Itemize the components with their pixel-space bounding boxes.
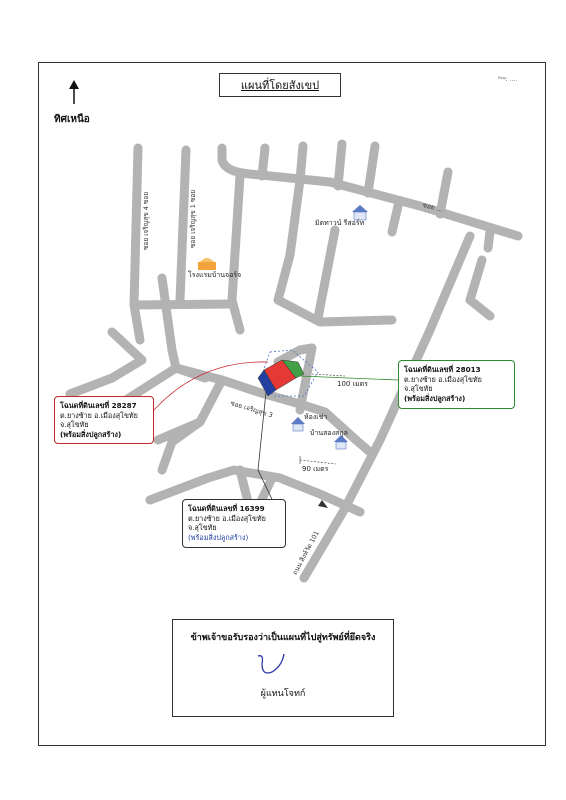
- signature-label: ผู้แทนโจทก์: [260, 689, 306, 699]
- callout-parcel-16399: [182, 499, 286, 548]
- certification-text: ข้าพเจ้าขอรับรองว่าเป็นแผนที่ไปสู่ทรัพย์ที่ยึดจริง: [190, 633, 376, 643]
- hotel-icon: [198, 258, 216, 270]
- road-label-main: ถนน สิงห์วัด 101: [290, 529, 321, 577]
- callout-red-line4: (พร้อมสิ่งปลูกสร้าง): [60, 429, 122, 439]
- scan-mark: ᴿᵉᵍ: ....: [498, 76, 518, 83]
- callout-blue-line4: (พร้อมสิ่งปลูกสร้าง): [188, 532, 249, 542]
- certification-box: [172, 619, 394, 717]
- callout-green-line4: (พร้อมสิ่งปลูกสร้าง): [404, 393, 466, 403]
- callout-green-line3: จ.สุโขทัย: [404, 384, 433, 393]
- north-arrow-icon: [69, 80, 79, 104]
- callout-red-line2: ต.ยางซ้าย อ.เมืองสุโขทัย: [60, 410, 138, 420]
- road-label-vert-b: ซอย เจริญสุข 1 ซอย: [189, 189, 197, 248]
- shop-label: ห้องเช่า: [304, 413, 328, 421]
- callout-green-line1: โฉนดที่ดินเลขที่ 28013: [404, 365, 481, 374]
- distance-label-90: 90 เมตร: [302, 465, 329, 473]
- map-title: แผนที่โดยสังเขป: [219, 73, 341, 97]
- road-label-soi-right: ซอย ...: [421, 200, 444, 214]
- distance-marker-90: [300, 456, 336, 464]
- callout-red-line3: จ.สุโขทัย: [60, 420, 89, 429]
- callout-blue-line1: โฉนดที่ดินเลขที่ 16399: [188, 504, 265, 513]
- land-parcels: [258, 360, 304, 396]
- shop-icon: [291, 417, 305, 431]
- callout-blue-line3: จ.สุโขทัย: [188, 523, 217, 532]
- callout-red-line1: โฉนดที่ดินเลขที่ 28287: [60, 401, 137, 410]
- house-label: บ้านสองสกุล: [310, 429, 348, 437]
- hotel-label: โรงแรมบ้านจอร์จ: [188, 271, 242, 279]
- callout-parcel-28013: [398, 360, 515, 409]
- callout-parcel-28287: [54, 396, 154, 444]
- road-label-soi-mid: ซอย เจริญสุข 3: [229, 398, 274, 420]
- north-label: ทิศเหนือ: [54, 114, 90, 125]
- callout-blue-line2: ต.ยางซ้าย อ.เมืองสุโขทัย: [188, 513, 266, 523]
- road-label-vert-a: ซอย เจริญสุข 4 ซอย: [142, 191, 150, 250]
- callout-green-line2: ต.ยางซ้าย อ.เมืองสุโขทัย: [404, 374, 482, 384]
- distance-label-100: 100 เมตร: [337, 380, 368, 388]
- distance-marker-100: [312, 374, 345, 376]
- resort-label: มิตทาวน์ รีสอร์ท: [315, 219, 365, 227]
